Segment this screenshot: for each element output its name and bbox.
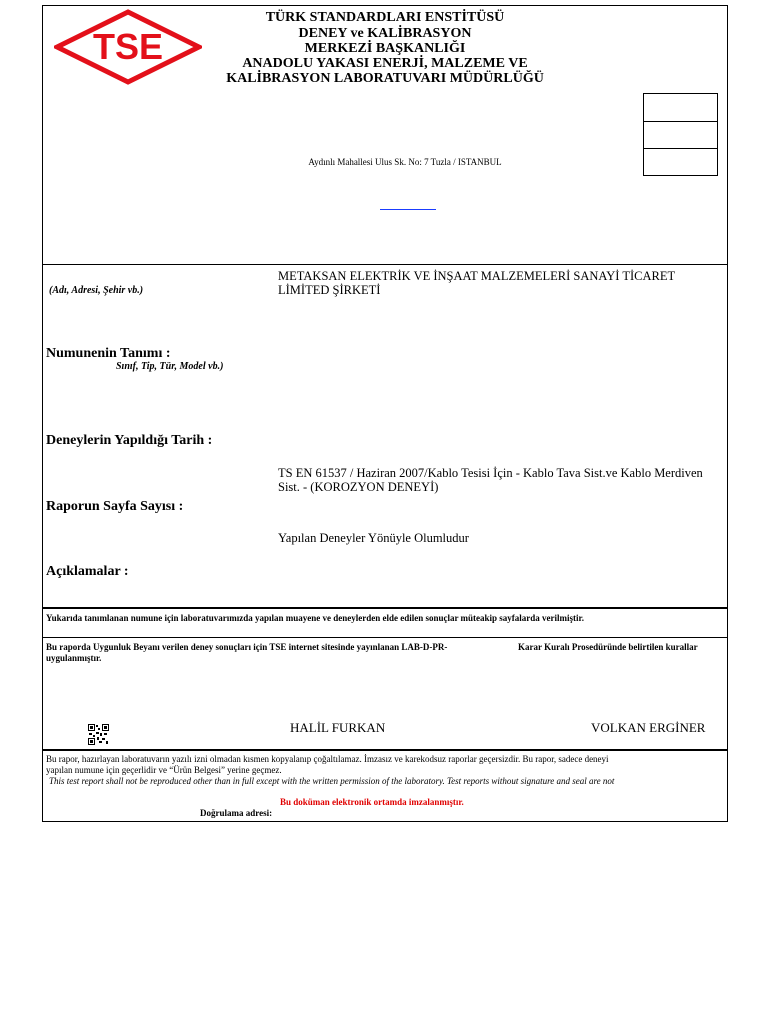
footer-tr-line-1: Bu rapor, hazırlayan laboratuvarın yazılı izni olmadan kısmen kopyalanıp çoğaltılamaz. İmzasız ve karekodsuz raporlar geçersizdir. Bu rapor, sadece deneyi — [46, 754, 609, 764]
report-info-box-1 — [643, 93, 718, 122]
statement-conformity-part3: uygulanmıştır. — [46, 653, 102, 663]
title-line-3: MERKEZİ BAŞKANLIĞI — [304, 41, 466, 56]
remarks-label: Açıklamalar : — [46, 564, 129, 579]
sample-label: Numunenin Tanımı : — [46, 346, 171, 361]
test-date-label: Deneylerin Yapıldığı Tarih : — [46, 433, 213, 448]
link-underline[interactable] — [380, 209, 436, 210]
page-count-label: Raporun Sayfa Sayısı : — [46, 499, 184, 514]
footer-en-line: This test report shall not be reproduced other than in full except with the written permission of the laboratory. Test reports without signature and seal are not — [49, 776, 615, 786]
title-line-4: ANADOLU YAKASI ENERJİ, MALZEME VE — [242, 56, 528, 71]
applicant-note: (Adı, Adresi, Şehir vb.) — [49, 285, 144, 296]
footer-divider — [42, 749, 728, 751]
report-info-box-3 — [643, 148, 718, 176]
qr-code — [88, 724, 109, 745]
footer-tr-line-2: yapılan numune için geçerlidir ve “Ürün Belgesi” yerine geçmez. — [46, 765, 282, 775]
title-line-1: TÜRK STANDARDLARI ENSTİTÜSÜ — [265, 10, 505, 25]
esign-notice: Bu doküman elektronik ortamda imzalanmıştır. — [280, 797, 464, 807]
verify-address-label: Doğrulama adresi: — [200, 808, 273, 818]
title-line-5: KALİBRASYON LABORATUVARI MÜDÜRLÜĞÜ — [226, 71, 544, 86]
statement-conformity-part1: Bu raporda Uygunluk Beyanı verilen deney sonuçları için TSE internet sitesinde yayınlanan LAB-D-PR- — [46, 642, 448, 652]
applicant-name-line-2: LİMİTED ŞİRKETİ — [278, 283, 381, 297]
standard-line-2: Sist. - (KOROZYON DENEYİ) — [278, 480, 439, 494]
standard-line-1: TS EN 61537 / Haziran 2007/Kablo Tesisi İçin - Kablo Tava Sist.ve Kablo Merdiven — [278, 466, 703, 480]
statement-results: Yukarıda tanımlanan numune için laboratuvarımızda yapılan muayene ve deneylerden elde edilen sonuçlar müteakip sayfalarda verilmiştir. — [46, 613, 584, 623]
applicant-name-line-1: METAKSAN ELEKTRİK VE İNŞAAT MALZEMELERİ SANAYİ TİCARET — [278, 269, 676, 283]
result-value: Yapılan Deneyler Yönüyle Olumludur — [278, 531, 469, 545]
title-line-2: DENEY ve KALİBRASYON — [298, 26, 472, 41]
signature-right-name: VOLKAN ERGİNER — [591, 720, 706, 735]
sample-note: Sınıf, Tip, Tür, Model vb.) — [116, 361, 224, 372]
divider — [42, 637, 728, 638]
report-info-box-2 — [643, 121, 718, 149]
statement-conformity-part2: Karar Kuralı Prosedüründe belirtilen kurallar — [518, 642, 698, 652]
signature-left-name: HALİL FURKAN — [290, 720, 386, 735]
divider-thick — [42, 607, 728, 609]
tse-logo-text: TSE — [92, 26, 164, 67]
lab-address: Aydınlı Mahallesi Ulus Sk. No: 7 Tuzla / ISTANBUL — [308, 157, 502, 167]
